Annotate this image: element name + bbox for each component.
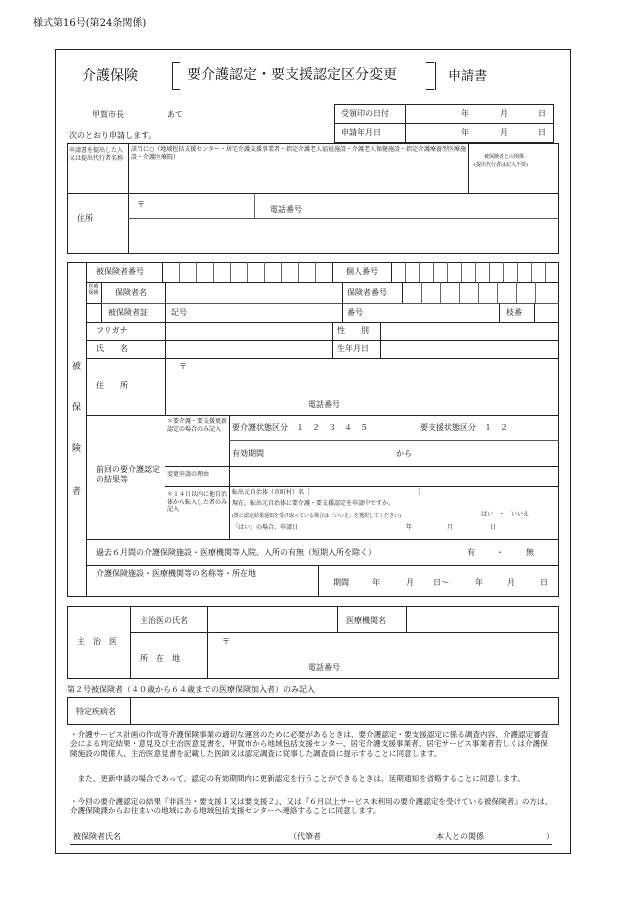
insurer-number-label: 保険者番号 [347, 288, 387, 297]
location-label: 所 在 地 [140, 654, 180, 663]
addressee-suffix: あて [167, 110, 183, 119]
day-label: 日 [538, 109, 546, 118]
year-label: 年 [461, 109, 469, 118]
insured-address-label: 住 所 [96, 381, 128, 390]
transfer-line4: 「はい」の場合、申請日 [232, 524, 299, 531]
transfer-line2: 現在、転出元自治体に要介護・要支援認定を申請中ですか。 [232, 500, 395, 507]
relation-label: 本人との関係 [436, 832, 484, 841]
day-label: 日 [490, 524, 497, 531]
day-label: 日 [538, 128, 546, 137]
application-date-label: 申請年月日 [341, 128, 381, 137]
facility-no[interactable]: 無 [526, 548, 534, 557]
medical-insurance-label: 医療保険 [88, 284, 99, 297]
from-label: から [396, 449, 412, 458]
name-input[interactable] [167, 341, 330, 357]
support-level-label: 要支援状態区分 １ ２ [420, 423, 508, 432]
insurer-name-label: 保険者名 [115, 288, 147, 297]
year-label: 年 [372, 578, 380, 587]
lead-text: 次のとおり申請します。 [69, 131, 157, 140]
agent-relation-label: 被保険者との関係 [484, 154, 525, 160]
separator-dot: ・ [496, 548, 504, 557]
change-reason-input[interactable] [231, 467, 557, 485]
renewal-note: ＊要介護・要支援更新認定の場合のみ記入 [167, 418, 228, 433]
insured-side-label: 被 [72, 362, 82, 372]
month-label: 月 [500, 109, 508, 118]
year-label: 年 [475, 578, 483, 587]
furigana-label: フリガナ [96, 326, 128, 335]
receipt-date-label: 受領印の日付 [341, 109, 389, 118]
year-label: 年 [461, 128, 469, 137]
previous-result-label: 前回の要介護認定の結果等 [96, 465, 160, 484]
addressee: 甲賀市長 [92, 110, 124, 119]
insured-side-label: 険 [72, 444, 82, 454]
insured-side-label: 保 [72, 403, 82, 413]
postal-mark: 〒 [179, 362, 187, 371]
doctor-phone-label: 電話番号 [308, 663, 340, 672]
name-label: 氏 名 [96, 344, 128, 353]
postal-mark: 〒 [222, 637, 230, 646]
doctor-name-label: 主治医の氏名 [140, 616, 188, 625]
agent-options: 該当に○（地域包括支援センター・居宅介護支援事業者・指定介護老人福祉施設・介護老人保健施設・指定介護療養型医療施設・介護医療院） [131, 146, 466, 161]
insured-phone-label: 電話番号 [308, 400, 340, 409]
agent-phone-label: 電話番号 [270, 205, 302, 214]
transfer-line3: (既に認定結果通知を受け取っている場合は「いいえ」を選択してください) [232, 513, 401, 519]
title-prefix: 介護保険 [82, 68, 138, 84]
card-label: 被保険者証 [108, 308, 148, 317]
month-label: 月 [406, 578, 414, 587]
consent-para1: ・介護サービス計画の作成等介護保険事業の適切な運営のために必要があるときは、要介護認定・要支援認定に係る調査内容、介護認定審査会による判定結果・意見及び主治医意見書を、甲賀市から地域包括支援センター、居宅介護支援事業者、居宅サービス事業者若しくは介護保険施設の関係人、主治医意見書を記載した医師又は認定調査に従事した調査員に提示することに同意します。 [70, 730, 549, 758]
consent-para3: ・今回の要介護認定の結果『非該当・要支援１又は要支援２』、又は『６月以上サービス未利用の要介護認定を受けている被保険者』の方は、介護保険課からお住まいの地域にある地域包括支援センターへ連絡することに同意します。 [70, 797, 553, 816]
sex-label: 性 別 [337, 326, 369, 335]
period-label: 期間 [333, 578, 349, 587]
month-label: 月 [447, 524, 454, 531]
proxy-label: （代筆者 [289, 832, 321, 841]
postal-mark: 〒 [137, 200, 145, 209]
day-label: 日 [540, 578, 548, 587]
period-separator: 日～ [433, 578, 449, 587]
facility-name-label: 介護保険施設・医療機関等の名称等・所在地 [96, 569, 256, 578]
insured-side-label: 者 [72, 487, 82, 497]
symbol-label: 記号 [171, 308, 187, 317]
agent-address-label: 住所 [77, 214, 93, 223]
dob-label: 生年月日 [337, 344, 369, 353]
disease-label: 特定疾病名 [76, 707, 116, 716]
form-number: 様式第16号(第24条関係) [33, 18, 147, 29]
second-insured-heading: 第２号被保険者（４０歳から６４歳までの医療保険加入者）のみ記入 [67, 685, 315, 694]
month-label: 月 [507, 578, 515, 587]
close-paren: ） [546, 832, 554, 841]
branch-label: 枝番 [506, 308, 522, 317]
month-label: 月 [500, 128, 508, 137]
year-label: 年 [406, 524, 413, 531]
disease-input[interactable] [132, 698, 557, 724]
consent-para2: また、更新申請の場合であって、認定の有効期間内に更新認定を行うことができるときは、延期通知を省略することに同意します。 [70, 774, 525, 783]
number-label: 番号 [347, 308, 363, 317]
facility-question: 過去６月間の介護保険施設・医療機関等入院、入所の有無（短期入所を除く） [96, 548, 376, 557]
change-reason-label: 変更申請の理由 [167, 471, 210, 478]
agent-relation-note: (提出代行者は記入不要) [474, 162, 528, 168]
care-level-label: 要介護状態区分 １ ２ ３ ４ ５ [232, 423, 368, 432]
agent-address-input[interactable] [130, 220, 558, 252]
institution-label: 医療機関名 [346, 616, 386, 625]
transfer-line1: 転出元自治体（市町村）名［ ］ [232, 489, 425, 496]
title-suffix: 申請書 [448, 69, 488, 84]
doctor-side-label: 主 治 医 [77, 637, 117, 646]
insured-number-label: 被保険者番号 [96, 267, 144, 276]
title-main: 要介護認定・要支援認定区分変更 [187, 67, 397, 83]
yes-no-option[interactable]: はい ・ いいえ [481, 511, 530, 518]
furigana-input[interactable] [167, 323, 330, 339]
facility-yes[interactable]: 有 [467, 548, 475, 557]
signature-label: 被保険者氏名 [73, 832, 121, 841]
valid-period-label: 有効期間 [232, 449, 264, 458]
transfer-note: ＊１４日以内に他自治体から転入した者のみ記入 [167, 491, 228, 513]
agent-label: 申請書を提出した人又は提出代行者名称 [69, 147, 124, 162]
personal-number-label: 個人番号 [346, 267, 378, 276]
